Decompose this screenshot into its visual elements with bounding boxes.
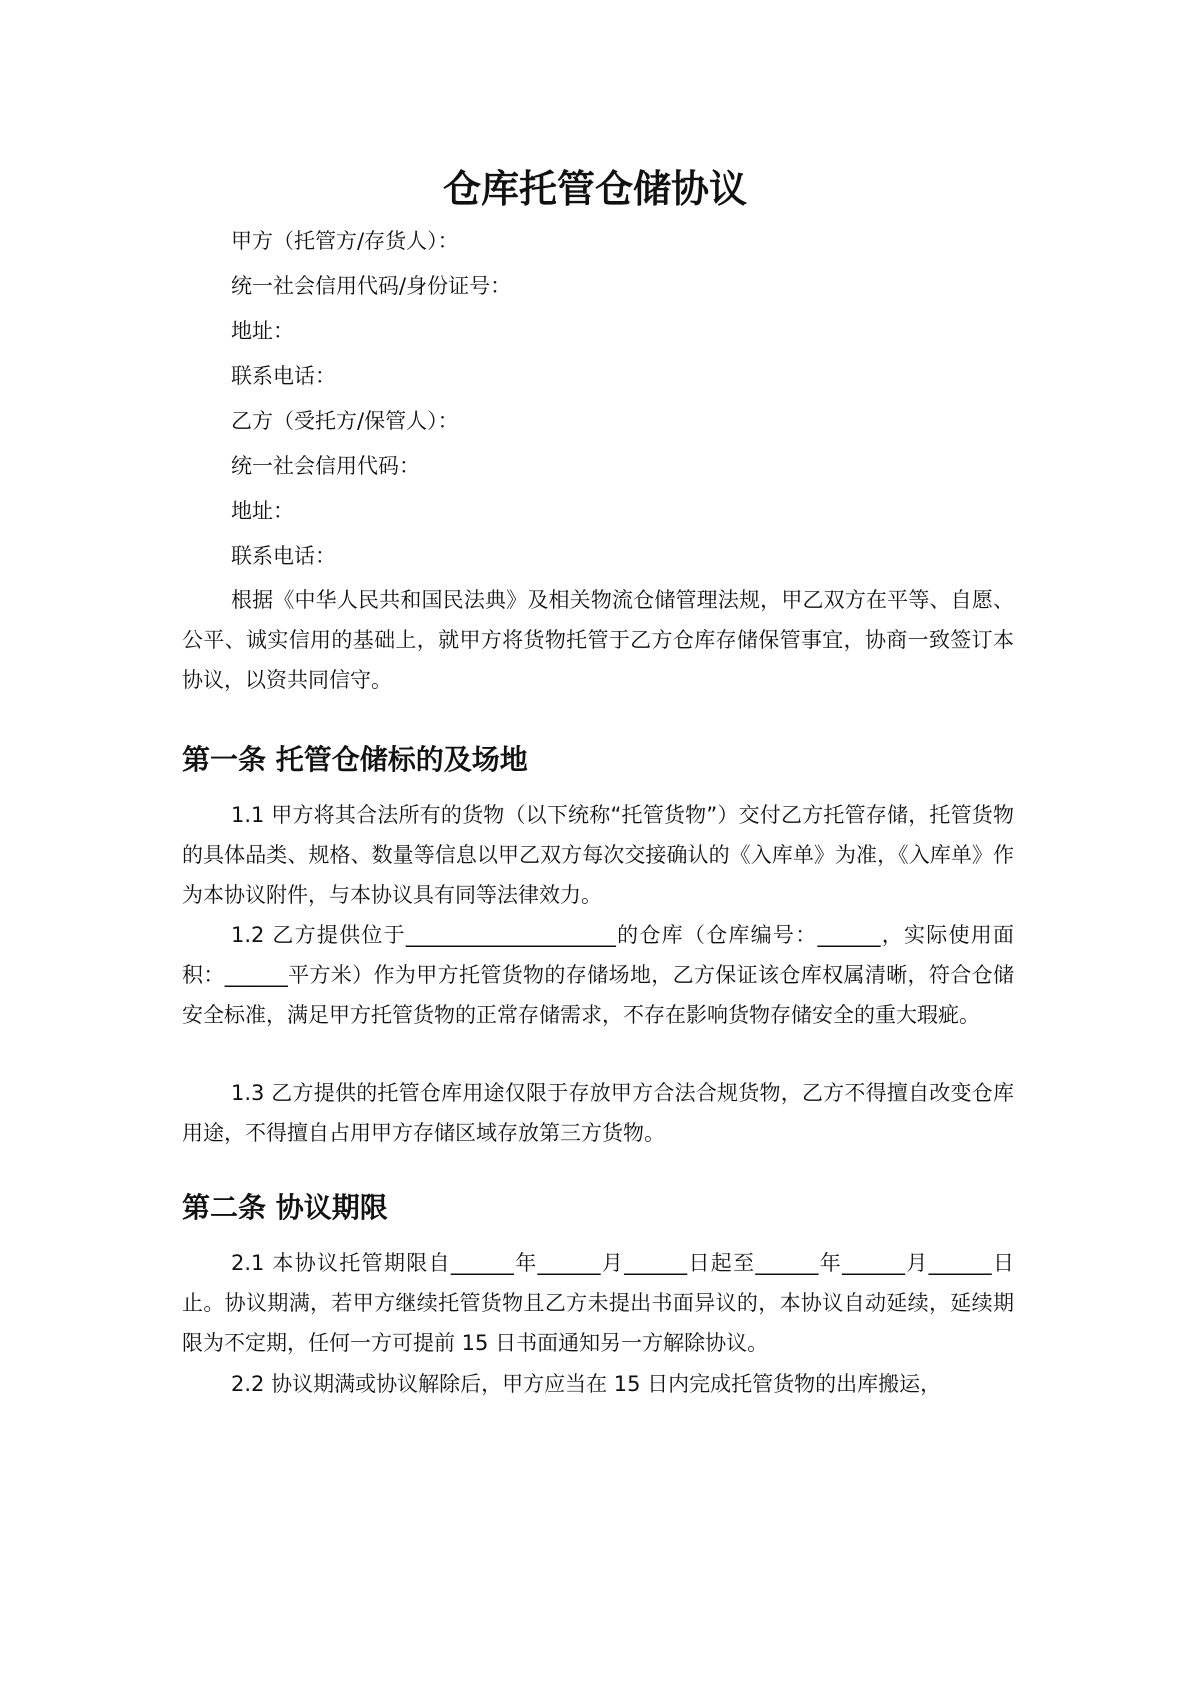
party-a-phone-label: 联系电话： — [231, 364, 336, 388]
party-a-id-label: 统一社会信用代码/身份证号： — [231, 274, 512, 298]
clause-2-2: 2.2 协议期满或协议解除后，甲方应当在 15 日内完成托管货物的出库搬运， — [231, 1372, 942, 1396]
party-a-name-label: 甲方（托管方/存货人）： — [231, 229, 459, 253]
clause-1-3: 1.3 乙方提供的托管仓库用途仅限于存放甲方合法合规货物，乙方不得擅自改变仓库用途，不得擅自占用甲方存储区域存放第三方货物。 — [182, 1081, 1014, 1145]
clause-1-2: 1.2 乙方提供位于____________________的仓库（仓库编号：______，实际使用面积：______平方米）作为甲方托管货物的存储场地，乙方保证该仓库权属清晰，符合仓储安全标准，满足甲方托管货物的正常存储需求，不存在影响货物存储安全的重大瑕疵。 — [182, 923, 1014, 1027]
party-b-phone-label: 联系电话： — [231, 544, 336, 568]
clause-1-1: 1.1 甲方将其合法所有的货物（以下统称“托管货物”）交付乙方托管存储，托管货物的具体品类、规格、数量等信息以甲乙双方每次交接确认的《入库单》为准，《入库单》作为本协议附件，与本协议具有同等法律效力。 — [182, 803, 1014, 907]
party-a-address-label: 地址： — [231, 319, 294, 343]
clause-2-1: 2.1 本协议托管期限自______年______月______日起至______年______月______日止。协议期满，若甲方继续托管货物且乙方未提出书面异议的，本协议自动延续，延续期限为不定期，任何一方可提前 15 日书面通知另一方解除协议。 — [182, 1251, 1014, 1355]
section-1-heading: 第一条 托管仓储标的及场地 — [182, 743, 528, 776]
party-b-id-label: 统一社会信用代码： — [231, 454, 420, 478]
party-b-name-label: 乙方（受托方/保管人）： — [231, 409, 459, 433]
document-title: 仓库托管仓储协议 — [442, 167, 747, 211]
section-2-heading: 第二条 协议期限 — [182, 1191, 388, 1224]
party-b-address-label: 地址： — [231, 499, 294, 523]
preamble-paragraph: 根据《中华人民共和国民法典》及相关物流仓储管理法规，甲乙双方在平等、自愿、公平、诚实信用的基础上，就甲方将货物托管于乙方仓库存储保管事宜，协商一致签订本协议，以资共同信守。 — [182, 588, 1014, 692]
